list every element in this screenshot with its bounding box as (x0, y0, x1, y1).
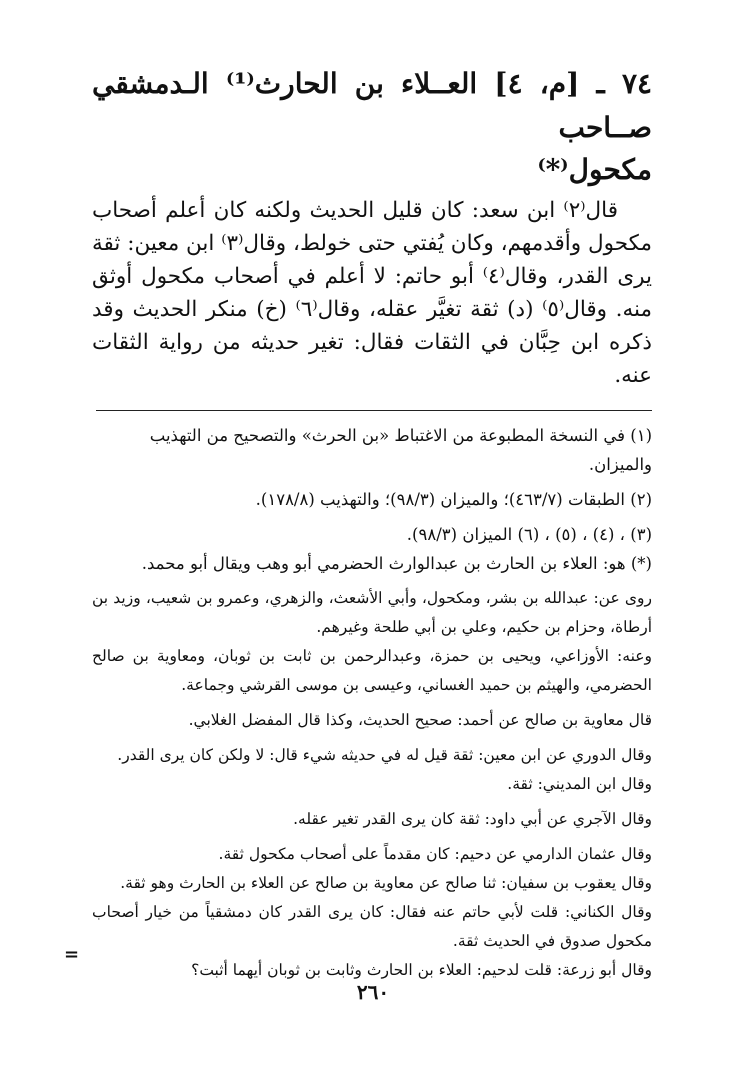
page-content (92, 62, 652, 985)
tarjama-item: وقال أبو زرعة: قلت لدحيم: العلاء بن الحارث وثابت بن ثوبان أيهما أثبت؟ (191, 961, 652, 979)
tarjama-item: وقال الدوري عن ابن معين: ثقة قيل له في حديثه شيء قال: لا ولكن كان يرى القدر. (117, 746, 652, 764)
tarjama-item: وقال يعقوب بن سفيان: ثنا صالح عن معاوية بن صالح عن العلاء بن الحارث وهو ثقة. (120, 874, 652, 892)
tarjama-item: روى عن: عبدالله بن بشر، ومكحول، وأبي الأشعث، والزهري، وعمرو بن شعيب، وزيد بن أرطاة، وحزام بن حكيم، وعلي بن أبي طلحة وغيرهم. (92, 589, 652, 636)
footnote-2: (٢) الطبقات (٤٦٣/٧)؛ والميزان (٩٨/٣)؛ والتهذيب (١٧٨/٨). (255, 490, 652, 509)
tarjama-section (92, 584, 652, 985)
footnotes (92, 421, 652, 578)
page-number: ٢٦٠ (356, 980, 390, 1004)
tarjama-item: قال معاوية بن صالح عن أحمد: صحيح الحديث، وكذا قال المفضل الغلابي. (188, 711, 652, 729)
tarjama-item: وقال الكناني: قلت لأبي حاتم عنه فقال: كان يرى القدر كان دمشقياً من خيار أصحاب مكحول صدوق في الحديث ثقة. (92, 903, 652, 950)
footnote-star: (*) هو: العلاء بن الحارث بن عبدالوارث الحضرمي أبو وهب ويقال أبو محمد. (141, 554, 652, 573)
tarjama-item: وعنه: الأوزاعي، ويحيى بن حمزة، وعبدالرحمن بن ثابت بن ثوبان، ومعاوية بن صالح الحضرمي، والهيثم بن حميد الغساني، وعيسى بن موسى القرشي وجماعة. (92, 647, 652, 694)
main-paragraph: قال⁽٢⁾ ابن سعد: كان قليل الحديث ولكنه كان أعلم أصحاب مكحول وأقدمهم، وكان يُفتي حتى خولط، وقال⁽٣⁾ ابن معين: ثقة يرى القدر، وقال⁽٤⁾ أبو حاتم: لا أعلم في أصحاب مكحول أوثق منه. وقال⁽٥⁾ (د) ثقة تغيَّر عقله، وقال⁽٦⁾ (خ) منكر الحديث وقد ذكره ابن حِبَّان في الثقات فقال: تغير حديثه من رواية الثقات عنه. (92, 198, 653, 388)
continuation-mark: = (64, 944, 80, 965)
footnote-1: (١) في النسخة المطبوعة من الاغتباط «بن الحرث» والتصحيح من التهذيب والميزان. (149, 426, 652, 474)
tarjama-item: وقال ابن المديني: ثقة. (507, 775, 652, 793)
entry-title-line2: مكحول⁽*⁾ (537, 153, 652, 186)
entry-title: ٧٤ ـ [م، ٤] العــلاء بن الحارث⁽¹⁾ الـدمشقي صــاحب (92, 67, 653, 144)
tarjama-item: وقال الآجري عن أبي داود: ثقة كان يرى القدر تغير عقله. (293, 810, 652, 828)
footnote-3: (٣) ، (٤) ، (٥) ، (٦) الميزان (٩٨/٣). (406, 525, 652, 544)
tarjama-item: وقال عثمان الدارمي عن دحيم: كان مقدماً على أصحاب مكحول ثقة. (218, 845, 652, 863)
main-text (92, 194, 652, 392)
footnote-divider (96, 410, 652, 411)
